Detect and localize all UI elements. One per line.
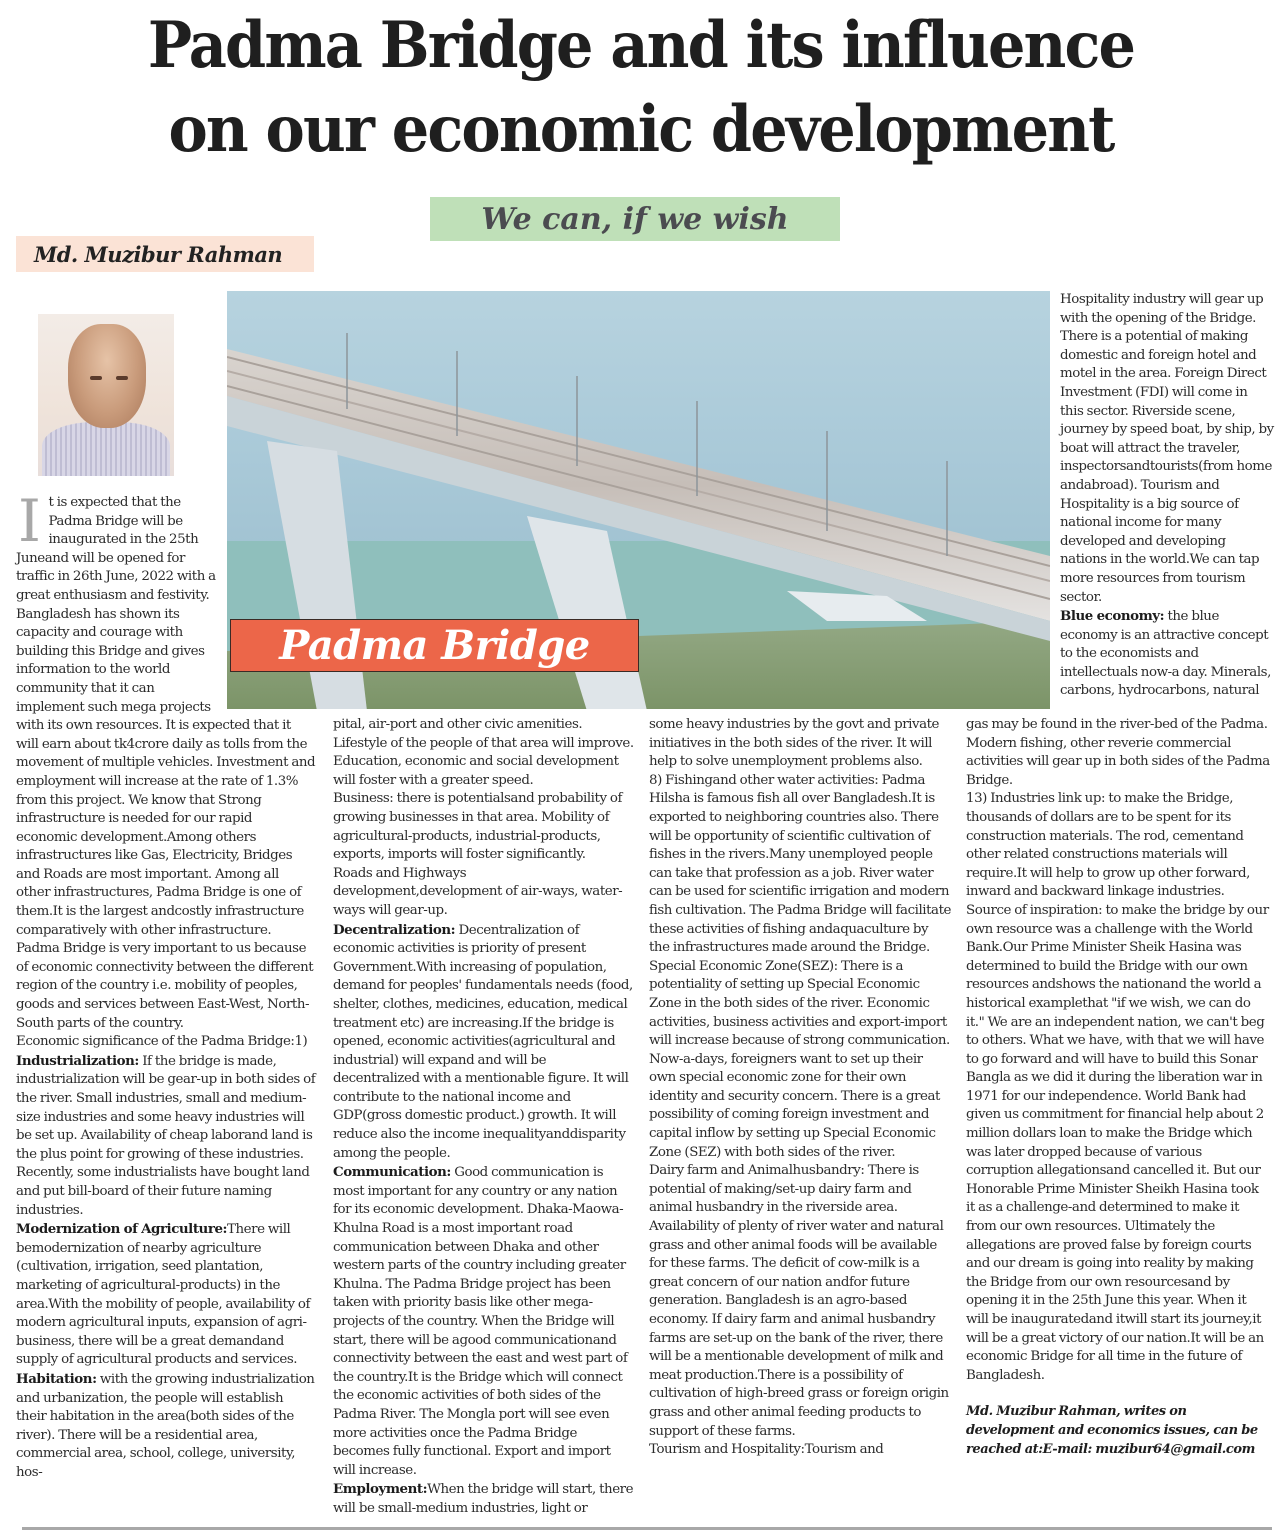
paragraph-blue-economy [1060,607,1274,701]
subtitle-text: We can, if we wish [481,201,789,237]
paragraph: some heavy industries by the govt and private initiatives in the both sides of the river. It will help to solve unemployment problems also. [649,717,940,770]
paragraph: Business: there is potentialsand probability of growing businesses in that area. Mobility of agricultural-products, industrial-products, exports, imports will foster significantly. [333,791,622,863]
paragraph: Source of inspiration: to make the bridge by our own resource was a challenge with the World Bank.Our Prime Minister Sheik Hasina was determined to build the Bridge with our own resources andshows the nationand the world a historical examplethat "if we wish, we can do it." We are an independent nation, we can't beg to others. What we have, with that we will have to go forward and will have to build this Sonar Bangla as we did it during the liberation war in 1971 for our independence. World Bank had given us commitment for financial help about 2 million dollars loan to make the Bridge which was later dropped because of various corruption allegationsand cancelled it. But our Honorable Prime Minister Sheikh Hasina took it as a challenge-and determined to make it from our own resources. Ultimately the allegations are proved false by foreign courts and our dream is going into reality by making the Bridge from our own resourcesand by opening it in the 25th June this year. When it will be inauguratedand itwill start its journey,it will be a great victory of our nation.It will be an economic Bridge for all time in the future of Bangladesh. [966,902,1269,1383]
paragraph: Padma Bridge is very important to us because of economic connectivity between the different region of the country i.e. mobility of peoples, goods and services between East-West, North-South parts of the country. [16,941,314,1031]
intro-paragraph: t is expected that the Padma Bridge will be inaugurated in the 25th Juneand will be opened for traffic in 26th June, 2022 with a great enthusiasm and festivity. Bangladesh has shown its capacity and courage with building this Bridge and gives information to the world community that it can implement such mega projects with its [16,495,216,734]
section-text: Good communication is most important for any country or any nation for its economic development. Dhaka-Maowa-Khulna Road is a most important road communication between Dhaka and other western parts of the country including greater Khulna. The Padma Bridge project has been taken with priority basis like other mega-projects of the country. When the Bridge will start, there will be agood communicationand connectivity between the east and west part of the country.It is the Bridge which will connect the economic activities of both sides of the Padma River. The Mongla port will see even more activities once the Padma Bridge becomes fully functional. Export and import will increase. [333,1165,628,1478]
author-note: Md. Muzibur Rahman, writes on development and economics issues, can be reached at:E-mail: muzibur64@gmail.com [966,1404,1258,1457]
paragraph: 8) Fishingand other water activities: Padma Hilsha is famous fish all over Bangladesh.It is exported to neighboring countries also. There will be opportunity of scientific cultivation of fishes in the rivers.Many unemployed people can take that profession as a job. River water can be used for scientific irrigation and modern fish cultivation. The Padma Bridge will facilitate these activities of fishing andaquaculture by the infrastructures made around the Bridge. [649,772,951,956]
author-photo-shirt [42,422,170,476]
paragraph-employment [333,1480,635,1518]
paragraph: Hospitality industry will gear up with the opening of the Bridge. There is a potential of making domestic and foreign hotel and motel in the area. Foreign Direct Investment (FDI) will come in this sector. Riverside scene, journey by speed boat, by ship, by boat will attract the traveler, inspectorsandtourists(from home andabroad). Tourism and Hospitality is a big source of national income for many developed and developing nations in the world.We can tap more resources from tourism sector. [1060,292,1274,605]
paragraph: Dairy farm and Animalhusbandry: There is potential of making/set-up dairy farm and animal husbandry in the riverside area. Availability of plenty of river water and natural grass and other animal foods will be available for these farms. The deficit of cow-milk is a great concern of our nation andfor future generation. Bangladesh is an agro-based economy. If dairy farm and animal husbandry farms are set-up on the bank of the river, there will be a mentionable development of milk and meat production.There is a possibility of cultivation of high-breed grass or foreign origin grass and other animal feeding products to support of these farms. [649,1163,949,1439]
paragraph-decentralization [333,921,635,1164]
paragraph-habitation [16,1370,316,1483]
section-label: Communication: [333,1164,451,1181]
paragraph: gas may be found in the river-bed of the Padma. Modern fishing, other reverie commercial activities will gear up in both sides of the Padma Bridge. [966,717,1270,788]
drop-cap: I [18,487,41,555]
column-1 [16,487,316,1482]
section-text: Decentralization of economic activities is priority of present Government.With increasing of population, demand for peoples' fundamentals needs (food, shelter, clothes, medicines, education, medical treatment etc) are increasing.If the bridge is opened, economic activities(agricultural and industrial) will expand and will be decentralized with a mentionable figure. It will contribute to the national income and GDP(gross domestic product.) growth. It will reduce also the income inequalityanddisparity among the people. [333,922,633,1161]
image-spacer [226,494,316,710]
bottom-rule [22,1527,1272,1530]
paragraph: own resources. It is expected that it will earn about tk4crore daily as tolls from the movement of multiple vehicles. Investment and employment will increase at the rate of 1.3% from this project. We know that Strong infrastructure is needed for our rapid economic development.Among others infrastructures like Gas, Electricity, Bridges and Roads are most important. Among all other infrastructures, Padma Bridge is one of them.It is the largest andcostly infrastructure comparatively with other infrastructure. [16,718,316,938]
section-text: There will bemodernization of nearby agriculture (cultivation, irrigation, seed plantation, marketing of agricultural-products) in the area.With the mobility of people, availability of modern agricultural inputs, expansion of agri-business, there will be a great demandand supply of agricultural products and services. [16,1222,310,1368]
author-photo [38,314,174,476]
section-label: Decentralization: [333,921,456,938]
deck-lane-1 [227,357,1050,566]
paragraph-communication [333,1163,635,1480]
paragraph: 13) Industries link up: to make the Bridge, thousands of dollars are to be spent for its construction materials. The rod, cementand other related constructions materials will require.It will help to grow up other forward, inward and backward linkage industries. [966,791,1250,900]
section-text: with the growing industrialization and urbanization, the people will establish their habitation in the area(both sides of the river). There will be a residential area, commercial area, school, college, university, hos- [16,1371,315,1480]
paragraph: Special Economic Zone(SEZ): There is a potentiality of setting up Special Economic Zone in the both sides of the river. Economic activities, business activities and export-import will increase because of strong communication. Now-a-days, foreigners want to set up their own special economic zone for their own identity and security concern. There is a great possibility of coming foreign investment and capital inflow by setting up Special Economic Zone (SEZ) with both sides of the river. [649,958,950,1160]
section-label: Industrialization: [16,1052,139,1069]
paragraph: pital, air-port and other civic amenities. Lifestyle of the people of that area will improve. Education, economic and social development will foster with a greater speed. [333,717,634,788]
section-label: Habitation: [16,1370,97,1387]
image-caption-text: Padma Bridge [279,622,590,669]
section-text: When the bridge will start, there will be small-medium industries, light or [333,1482,634,1516]
paragraph: Tourism and Hospitality:Tourism and [649,1442,884,1458]
section-label: Employment: [333,1481,428,1498]
author-photo-head [68,324,146,428]
byline-text: Md. Muzibur Rahman [34,241,283,267]
byline-banner [16,236,314,272]
column-4 [966,716,1270,1459]
subtitle-banner [430,197,840,241]
paragraph-industrialization [16,1052,316,1165]
paragraph: Recently, some industrialists have bought land and put bill-board of their future naming industries. [16,1165,310,1218]
column-4-top [1060,291,1274,701]
headline-line-1: Padma Bridge and its influence [147,8,1135,83]
section-label: Blue economy: [1060,608,1165,625]
author-photo-eye-right [116,376,128,380]
paragraph: Roads and Highways development,development of air-ways, water-ways will gear-up. [333,865,623,918]
column-2 [333,716,635,1519]
author-photo-eye-left [90,376,102,380]
headline-line-2: on our economic development [168,92,1114,167]
section-label: Modernization of Agriculture: [16,1221,228,1238]
paragraph-agriculture [16,1220,316,1370]
section-text: If the bridge is made, industrialization will be gear-up in both sides of the river. Small industries, small and medium-size industries and some heavy industries will be set up. Availability of cheap laborand land is the plus point for growing of these industries. [16,1053,316,1162]
paragraph: Economic significance of the Padma Bridge:1) [16,1034,308,1050]
column-3 [649,716,951,1460]
section-text: the blue economy is an attractive concept to the economists and intellectuals now-a day. Minerals, carbons, hydrocarbons, natural [1060,609,1271,699]
